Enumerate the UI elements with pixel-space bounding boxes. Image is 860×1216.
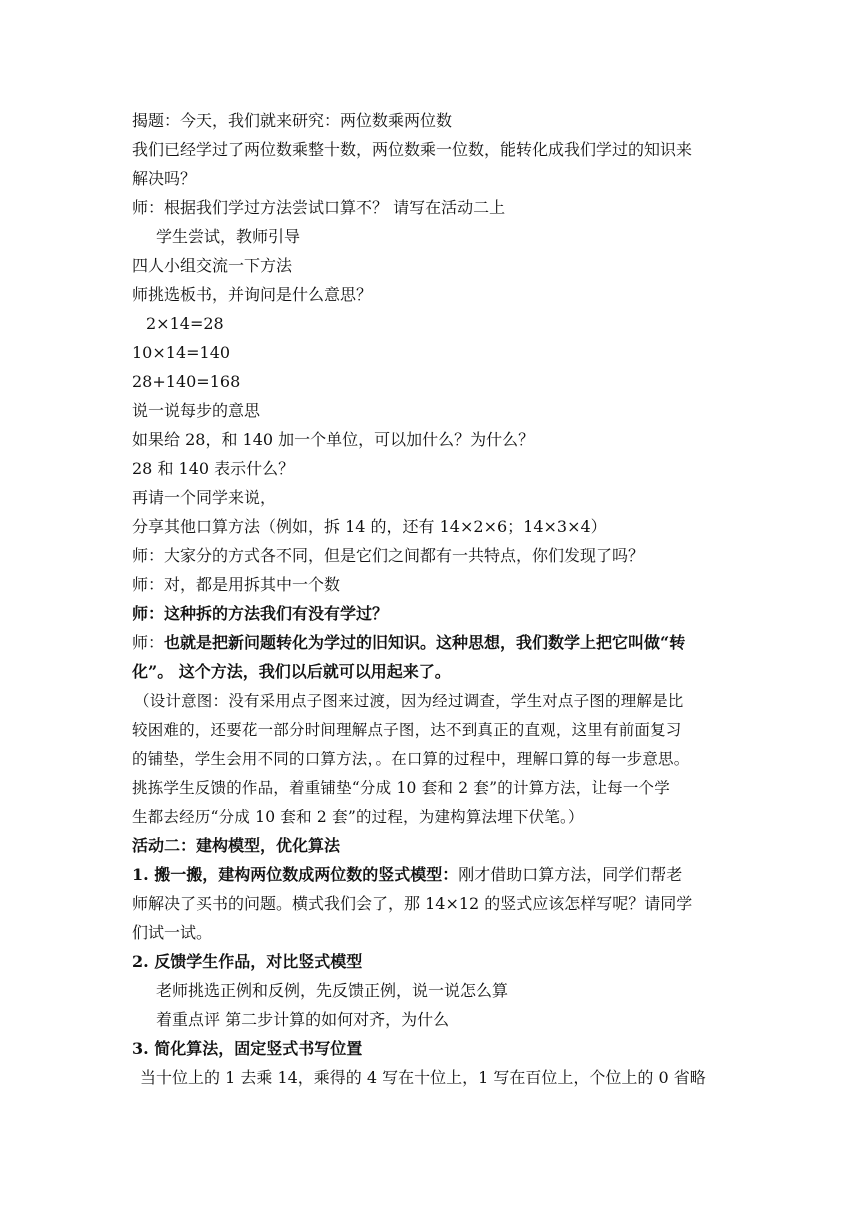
equation-line: 28+140=168 (132, 372, 241, 391)
text-line: 说一说每步的意思 (132, 401, 261, 420)
equation-line: 2×14=28 (146, 314, 224, 333)
bold-text-line: 师：这种拆的方法我们有没有学过？ (132, 604, 389, 623)
bold-text: 也就是把新问题转化为学过的旧知识。这种思想，我们数学上把它叫做“转 (164, 633, 686, 652)
section-heading: 活动二：建构模型，优化算法 (132, 836, 341, 855)
text-line: 28 和 140 表示什么？ (132, 459, 295, 478)
text-line: 师：根据我们学过方法尝试口算不？ 请写在活动二上 (132, 198, 506, 217)
text-line: 再请一个同学来说， (132, 488, 277, 507)
design-note-line: 生都去经历“分成 10 套和 2 套”的过程，为建构算法埋下伏笔。） (132, 808, 584, 826)
text-line: 师：对，都是用拆其中一个数 (132, 575, 341, 594)
text-line: 解决吗？ (132, 169, 197, 188)
step-heading: 3. 简化算法，固定竖式书写位置 (132, 1039, 363, 1058)
text-line: 学生尝试，教师引导 (156, 227, 301, 246)
text-line: 师解决了买书的问题。横式我们会了，那 14×12 的竖式应该怎样写呢？请同学 (132, 894, 693, 913)
text-line (132, 633, 742, 653)
text-line: 分享其他口算方法（例如，拆 14 的，还有 14×2×6；14×3×4） (132, 517, 607, 536)
step-heading: 2. 反馈学生作品，对比竖式模型 (132, 952, 363, 971)
speaker-prefix: 师： (132, 633, 165, 652)
text-line: 着重点评 第二步计算的如何对齐，为什么 (156, 1010, 450, 1029)
equation-line: 10×14=140 (132, 343, 231, 362)
text-line: 老师挑选正例和反例，先反馈正例，说一说怎么算 (156, 981, 509, 1000)
text-line: 当十位上的 1 去乘 14，乘得的 4 写在十位上，1 写在百位上，个位上的 0 省略 (140, 1068, 706, 1087)
text-line: 师：大家分的方式各不同，但是它们之间都有一共特点，你们发现了吗？ (132, 546, 645, 565)
text-line: 师挑选板书，并询问是什么意思？ (132, 285, 373, 304)
text-line: 揭题：今天，我们就来研究：两位数乘两位数 (132, 111, 453, 130)
design-note-line: （设计意图：没有采用点子图来过渡，因为经过调查，学生对点子图的理解是比 (134, 692, 684, 710)
text-line (132, 865, 742, 885)
text-line: 四人小组交流一下方法 (132, 256, 293, 275)
design-note-line: 的铺垫，学生会用不同的口算方法，。在口算的过程中，理解口算的每一步意思。 (132, 750, 690, 768)
text-line: 们试一试。 (132, 923, 213, 942)
design-note-line: 挑拣学生反馈的作品，着重铺垫“分成 10 套和 2 套”的计算方法，让每一个学 (132, 779, 670, 797)
step-text: 刚才借助口算方法，同学们帮老 (458, 865, 683, 884)
text-line: 我们已经学过了两位数乘整十数，两位数乘一位数，能转化成我们学过的知识来 (132, 140, 693, 159)
design-note-line: 较困难的，还要花一部分时间理解点子图，达不到真正的直观，这里有前面复习 (132, 721, 682, 739)
step-heading: 1. 搬一搬，建构两位数成两位数的竖式模型： (132, 865, 459, 884)
bold-text-line: 化”。 这个方法，我们以后就可以用起来了。 (132, 662, 451, 681)
text-line: 如果给 28，和 140 加一个单位，可以加什么？为什么？ (132, 430, 535, 449)
